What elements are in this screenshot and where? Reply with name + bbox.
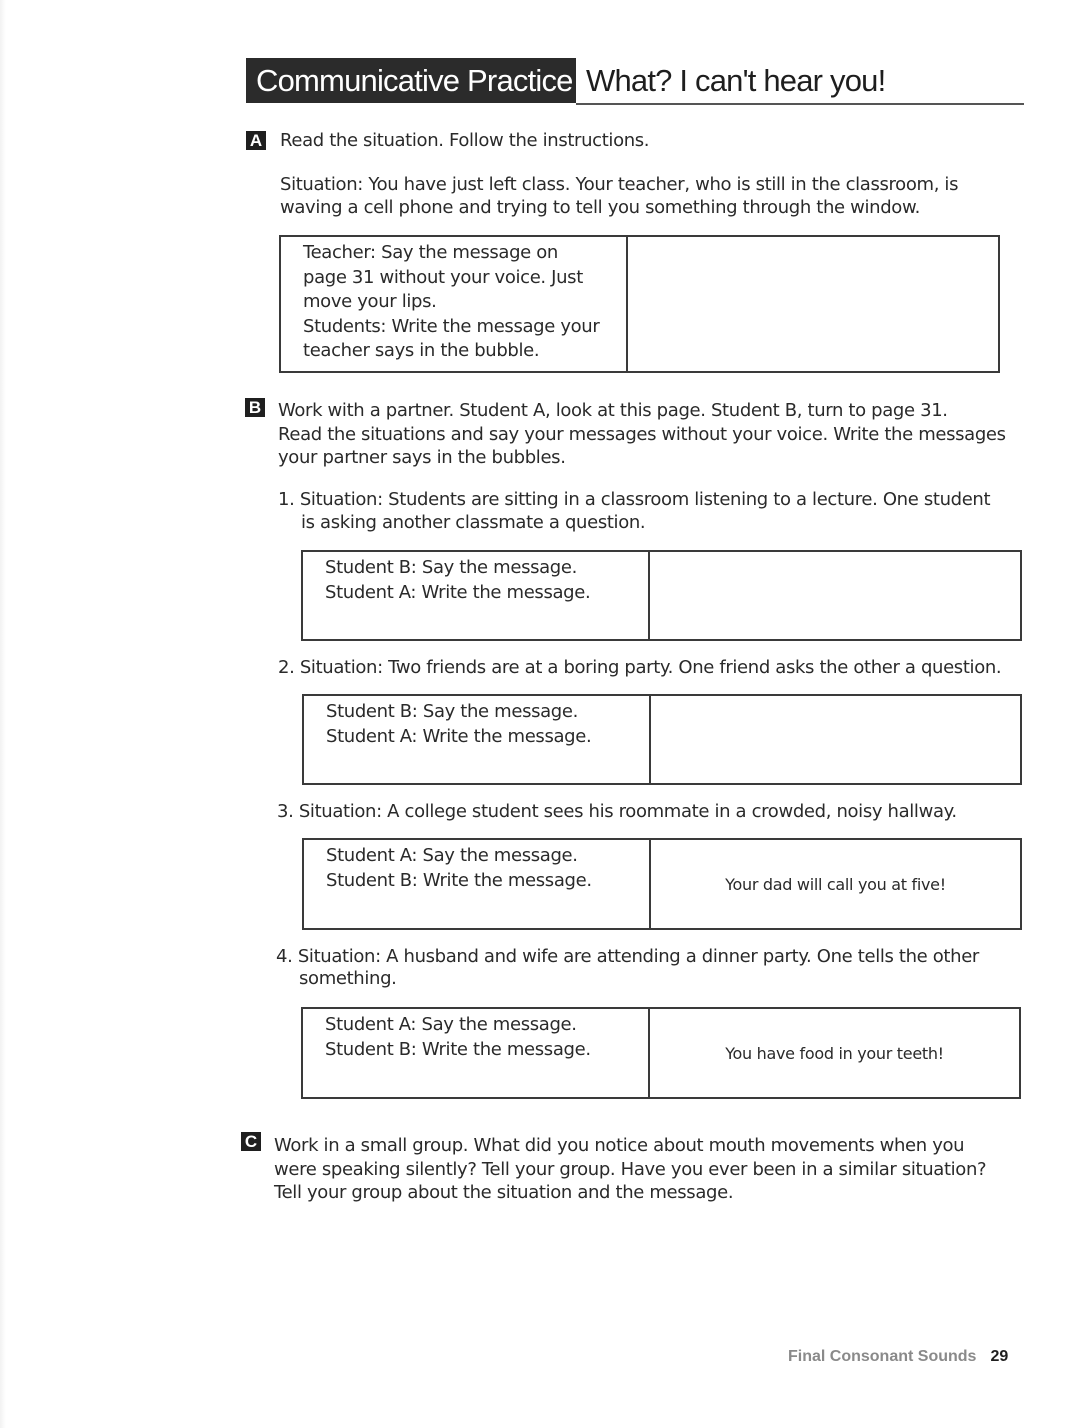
message-bubble[interactable] xyxy=(650,552,1020,639)
section-c-instruction-line-2: were speaking silently? Tell your group. Have you ever been in a similar situation? xyxy=(274,1159,987,1180)
instruction-cell xyxy=(281,237,628,371)
section-a-situation-line-1: Situation: You have just left class. Your teacher, who is still in the classroom, is xyxy=(280,174,959,195)
instruction-line: page 31 without your voice. Just xyxy=(303,266,583,288)
section-c-label: C xyxy=(241,1132,261,1151)
instruction-line: Student A: Write the message. xyxy=(326,725,592,747)
section-b-instruction-line-3: your partner says in the bubbles. xyxy=(278,447,566,468)
instruction-text xyxy=(303,241,599,364)
item-4-box xyxy=(301,1007,1021,1099)
instruction-text xyxy=(325,1013,591,1062)
instruction-line: teacher says in the bubble. xyxy=(303,340,540,361)
item-1-situation-line-2: is asking another classmate a question. xyxy=(301,512,646,533)
page-footer xyxy=(788,1348,1008,1366)
instruction-line: Student B: Write the message. xyxy=(326,869,592,891)
message-bubble[interactable] xyxy=(651,696,1020,783)
instruction-line: Teacher: Say the message on xyxy=(303,242,558,263)
section-a-label: A xyxy=(246,131,266,150)
instruction-cell xyxy=(304,696,651,783)
instruction-line: move your lips. xyxy=(303,291,437,312)
item-2-situation-line-1: 2. Situation: Two friends are at a boring party. One friend asks the other a question. xyxy=(278,657,1002,678)
instruction-text xyxy=(326,700,591,749)
page-title: What? I can't hear you! xyxy=(586,63,886,98)
instruction-line: Student A: Say the message. xyxy=(326,845,578,866)
message-bubble[interactable] xyxy=(628,237,998,371)
item-4-situation-line-2: something. xyxy=(299,968,397,989)
section-b-label: B xyxy=(245,398,265,417)
item-4-situation-line-1: 4. Situation: A husband and wife are attending a dinner party. One tells the other xyxy=(276,946,979,967)
footer-section-title: Final Consonant Sounds xyxy=(788,1348,977,1365)
instruction-text xyxy=(326,844,592,893)
instruction-line: Student A: Say the message. xyxy=(325,1014,577,1035)
item-3-box xyxy=(302,838,1022,930)
section-a-situation-line-2: waving a cell phone and trying to tell you something through the window. xyxy=(280,197,921,218)
instruction-line: Student A: Write the message. xyxy=(325,581,591,603)
page-header xyxy=(246,58,1024,106)
instruction-text xyxy=(325,556,590,605)
section-b-instruction-line-2: Read the situations and say your messages without your voice. Write the messages xyxy=(278,424,1006,445)
instruction-cell xyxy=(303,552,650,639)
instruction-line: Student B: Write the message. xyxy=(325,1038,591,1060)
item-1-situation-line-1: 1. Situation: Students are sitting in a classroom listening to a lecture. One student xyxy=(278,489,991,510)
item-1-box xyxy=(301,550,1022,641)
item-3-situation-line-1: 3. Situation: A college student sees his roommate in a crowded, noisy hallway. xyxy=(277,801,957,822)
section-a-instruction: Read the situation. Follow the instructions. xyxy=(280,130,650,151)
instruction-cell xyxy=(303,1009,650,1097)
section-c-instruction-line-1: Work in a small group. What did you notice about mouth movements when you xyxy=(274,1135,965,1156)
message-bubble[interactable]: You have food in your teeth! xyxy=(725,1043,944,1063)
item-2-box xyxy=(302,694,1022,785)
section-a-box xyxy=(279,235,1000,373)
page-number: 29 xyxy=(990,1348,1009,1365)
section-b-instruction-line-1: Work with a partner. Student A, look at this page. Student B, turn to page 31. xyxy=(278,400,948,421)
message-bubble[interactable]: Your dad will call you at five! xyxy=(725,874,946,894)
instruction-line: Student B: Say the message. xyxy=(325,557,577,578)
page-edge-shadow xyxy=(0,0,6,1428)
instruction-line: Student B: Say the message. xyxy=(326,701,578,722)
instruction-cell xyxy=(304,840,651,928)
instruction-line: Students: Write the message your xyxy=(303,315,600,337)
header-rule xyxy=(576,103,1024,105)
section-label-bar: Communicative Practice xyxy=(246,58,576,103)
section-c-instruction-line-3: Tell your group about the situation and the message. xyxy=(274,1182,734,1203)
